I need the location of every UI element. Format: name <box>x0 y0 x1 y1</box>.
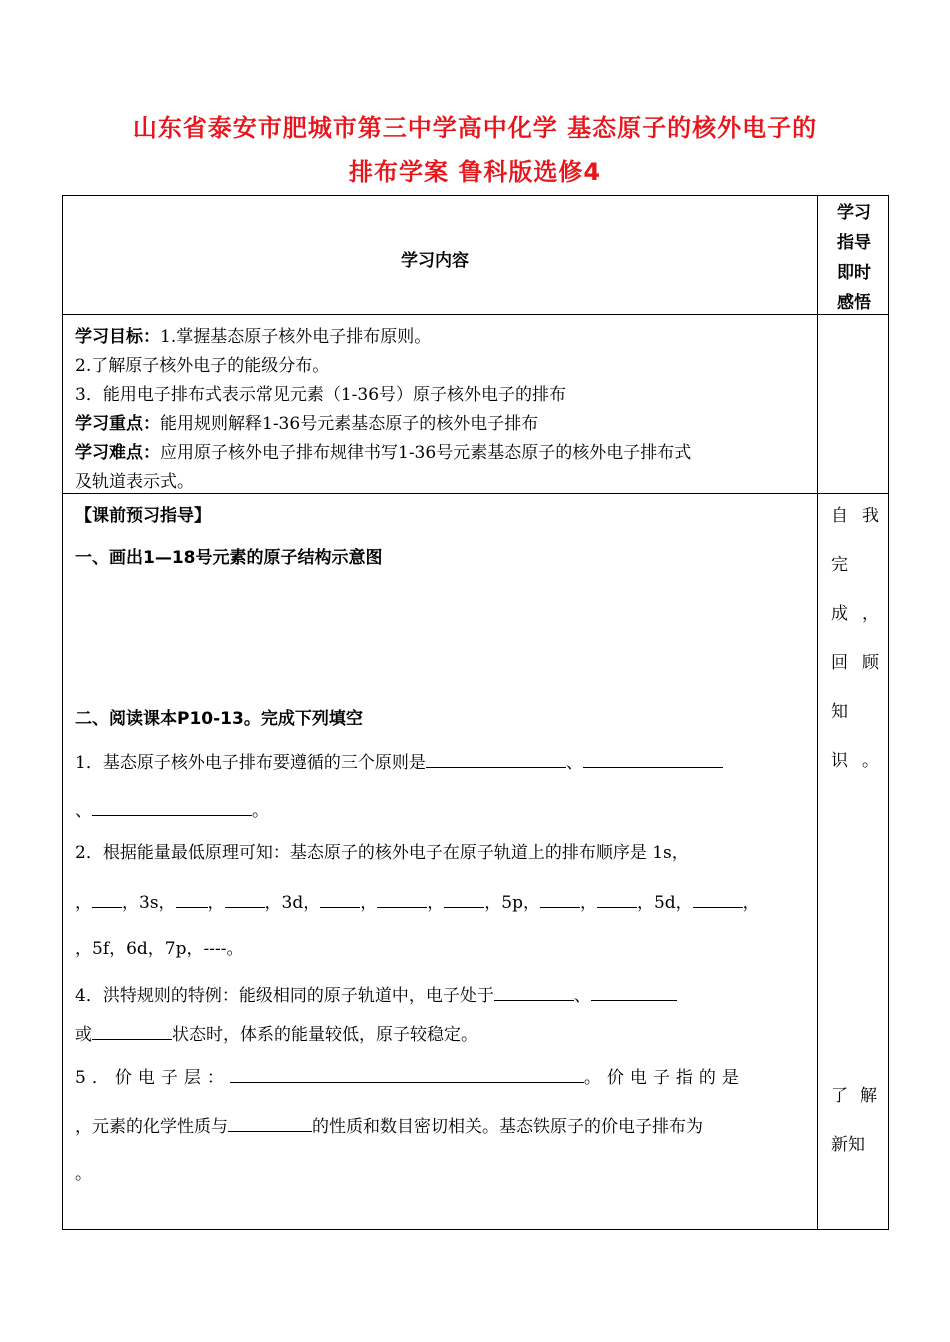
separator: 、 <box>573 986 591 1006</box>
question-1 <box>75 748 723 773</box>
goal-line-1 <box>75 322 431 347</box>
key-point-line <box>75 409 538 434</box>
header-side-line: 学习 <box>837 203 871 223</box>
answer-blank[interactable] <box>92 1023 172 1040</box>
header-guidance-label <box>818 198 890 318</box>
document-title-line-2: 排布学案 鲁科版选修4 <box>348 158 602 186</box>
answer-blank[interactable] <box>176 891 208 908</box>
question-1-text: 1．基态原子核外电子排布要遵循的三个原则是 <box>75 753 426 773</box>
column-divider <box>817 196 818 1229</box>
difficulty-text: 应用原子核外电子排布规律书写1-36号元素基态原子的核外电子排布式 <box>160 443 692 463</box>
side-note-line: 了解 <box>831 1086 889 1106</box>
difficulty-line-2: 及轨道表示式。 <box>75 472 194 492</box>
answer-blank[interactable] <box>230 1066 584 1083</box>
difficulty-label: 学习难点： <box>75 443 160 463</box>
question-4-text: 4．洪特规则的特例：能级相同的原子轨道中，电子处于 <box>75 986 494 1006</box>
header-side-line: 感悟 <box>837 293 871 313</box>
row-divider <box>63 314 888 315</box>
side-note-line: 知 <box>831 702 862 722</box>
answer-blank[interactable] <box>320 891 360 908</box>
header-content-label: 学习内容 <box>401 251 469 271</box>
worksheet-table <box>62 195 893 1230</box>
question-1-cont <box>75 796 269 821</box>
answer-blank[interactable] <box>444 891 484 908</box>
question-4-cont <box>75 1020 478 1045</box>
row-divider <box>63 493 888 494</box>
goal-line-3: 3．能用电子排布式表示常见元素（1-36号）原子核外电子的排布 <box>75 385 567 405</box>
answer-blank[interactable] <box>591 984 677 1001</box>
preview-heading: 【课前预习指导】 <box>75 506 211 526</box>
answer-blank[interactable] <box>693 891 743 908</box>
document-title-line-1: 山东省泰安市肥城市第三中学高中化学 基态原子的核外电子的 <box>132 114 818 142</box>
answer-blank[interactable] <box>228 1115 312 1132</box>
question-5-text: 5．价电子层： <box>75 1068 230 1088</box>
separator: ， <box>75 893 92 913</box>
orbital-label: ，5d， <box>636 893 693 913</box>
separator: ， <box>207 893 225 913</box>
header-side-line: 即时 <box>837 263 871 283</box>
key-point-text: 能用规则解释1-36号元素基态原子的核外电子排布 <box>160 414 539 434</box>
question-5-text-2: ，元素的化学性质与 <box>75 1117 228 1137</box>
separator: 、 <box>75 801 92 821</box>
side-note-line: 完 <box>831 555 862 575</box>
side-note-new-knowledge <box>831 1081 889 1179</box>
question-2-orbitals <box>75 888 760 913</box>
goal-text: 1.掌握基态原子核外电子排布原则。 <box>160 327 432 347</box>
part-two-heading: 二、阅读课本P10-13。完成下列填空 <box>75 709 363 729</box>
answer-blank[interactable] <box>225 891 265 908</box>
separator: 、 <box>565 753 583 773</box>
goal-line-2: 2.了解原子核外电子的能级分布。 <box>75 356 330 376</box>
answer-blank[interactable] <box>426 751 566 768</box>
side-note-line: 回顾 <box>831 653 893 673</box>
question-2-end: ，5f，6d，7p，----。 <box>75 939 244 959</box>
orbital-label: ，5p， <box>484 893 540 913</box>
question-2: 2．根据能量最低原理可知：基态原子的核外电子在原子轨道上的排布顺序是 1s， <box>75 843 689 863</box>
key-point-label: 学习重点： <box>75 414 160 434</box>
separator: ， <box>742 893 760 913</box>
question-5-end: 。 <box>75 1164 92 1184</box>
answer-blank[interactable] <box>377 891 427 908</box>
answer-blank[interactable] <box>583 751 723 768</box>
separator: ， <box>427 893 445 913</box>
goal-label: 学习目标： <box>75 327 160 347</box>
side-note-line: 新知 <box>831 1135 865 1155</box>
side-note-line: 自我 <box>831 506 893 526</box>
orbital-label: ，3s， <box>122 893 176 913</box>
period: 。 <box>252 801 269 821</box>
side-note-line: 识。 <box>831 751 893 771</box>
part-one-heading: 一、画出1—18号元素的原子结构示意图 <box>75 548 383 568</box>
question-5 <box>75 1063 745 1088</box>
separator: ， <box>360 893 378 913</box>
answer-blank[interactable] <box>540 891 580 908</box>
orbital-label: ，3d， <box>264 893 321 913</box>
conjunction: 或 <box>75 1025 92 1045</box>
side-note-line: 成， <box>831 604 893 624</box>
header-side-line: 指导 <box>837 233 871 253</box>
question-5-cont <box>75 1112 703 1137</box>
answer-blank[interactable] <box>92 799 252 816</box>
question-5-mid: 。价电子指的是 <box>583 1068 745 1088</box>
difficulty-line <box>75 438 691 463</box>
separator: ， <box>579 893 597 913</box>
answer-blank[interactable] <box>597 891 637 908</box>
question-5-text-3: 的性质和数目密切相关。基态铁原子的价电子排布为 <box>312 1117 703 1137</box>
question-4 <box>75 981 677 1006</box>
answer-blank[interactable] <box>92 891 122 908</box>
side-note-review <box>831 501 893 795</box>
question-4-end: 状态时，体系的能量较低，原子较稳定。 <box>172 1025 478 1045</box>
answer-blank[interactable] <box>494 984 574 1001</box>
